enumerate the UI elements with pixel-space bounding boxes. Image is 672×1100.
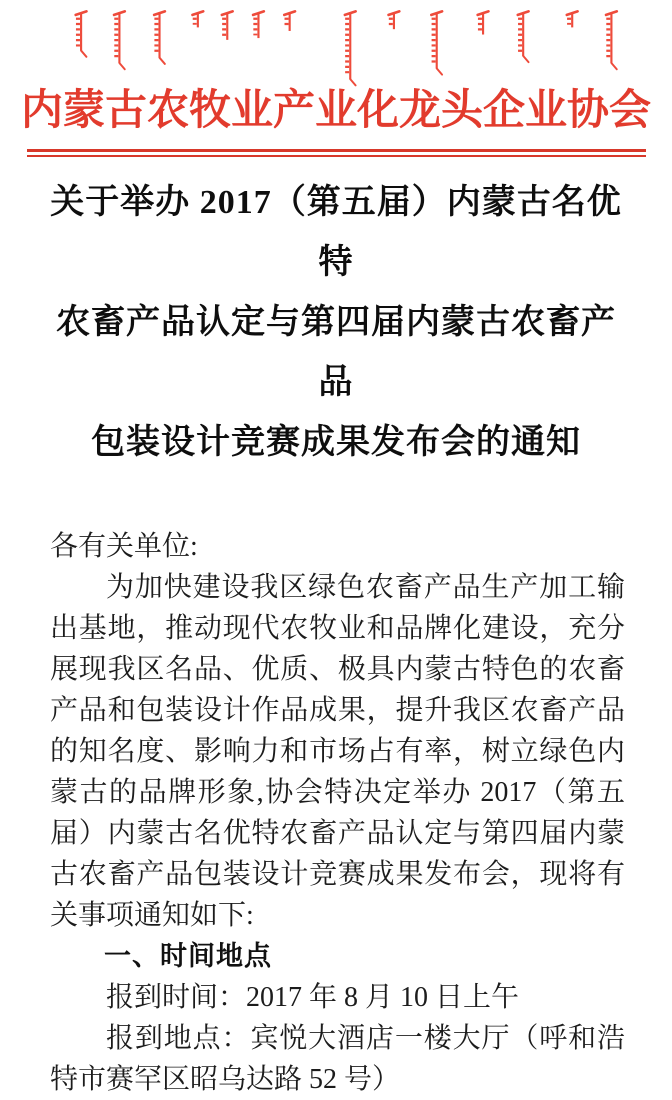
document-title-line-2: 农畜产品认定与第四届内蒙古农畜产品 xyxy=(56,304,616,401)
document-title xyxy=(40,173,632,473)
document-body xyxy=(0,473,672,1100)
document-title-line-3: 包装设计竞赛成果发布会的通知 xyxy=(91,424,581,461)
masthead xyxy=(0,0,672,157)
section-1-item-report-place: 报到地点：宾悦大酒店一楼大厅（呼和浩特市赛罕区昭乌达路 52 号） xyxy=(50,1023,625,1095)
organization-name: 内蒙古农牧业产业化龙头企业协会 xyxy=(20,88,651,134)
section-1-item-report-time: 报到时间：2017 年 8 月 10 日上午 xyxy=(106,982,520,1013)
header-divider-rule xyxy=(27,149,646,157)
section-1-heading: 一、时间地点 xyxy=(104,941,272,971)
mongolian-script-icon xyxy=(0,6,672,88)
salutation: 各有关单位: xyxy=(50,531,198,562)
intro-paragraph: 为加快建设我区绿色农畜产品生产加工输出基地，推动现代农牧业和品牌化建设，充分展现我区名品、优质、极具内蒙古特色的农畜产品和包装设计作品成果，提升我区农畜产品的知名度、影响力和市场占有率，树立绿色内蒙古的品牌形象,协会特决定举办 2017（第五届）内蒙古名优特农畜产品认定与第四届内蒙古农畜产品包装设计竞赛成果发布会，现将有关事项通知如下: xyxy=(50,572,625,931)
document-title-line-1: 关于举办 2017（第五届）内蒙古名优特 xyxy=(50,184,622,281)
